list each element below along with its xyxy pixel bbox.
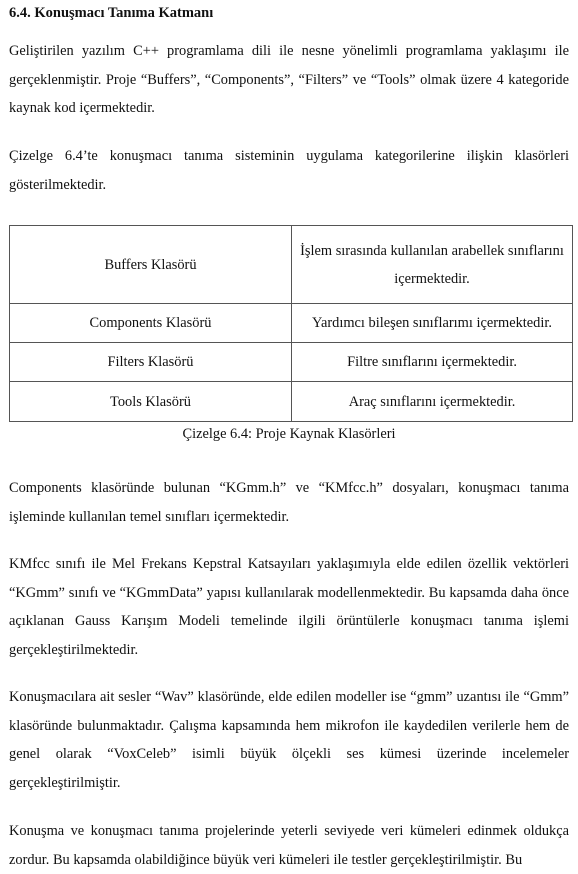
table-caption: Çizelge 6.4: Proje Kaynak Klasörleri — [182, 426, 396, 442]
table-row — [10, 382, 573, 422]
table-row — [10, 304, 573, 343]
table-row — [10, 343, 573, 382]
paragraph-kmfcc: KMfcc sınıfı ile Mel Frekans Kepstral Katsayıları yaklaşımıyla elde edilen özellik vektörleri “KGmm” sınıfı ve “KGmmData” yapısı kullanılarak modellenmektedir. Bu kapsamda daha önce açıklanan Gauss Karışım Modeli temelinde ilgili örüntülerle konuşmacı tanıma işlemi gerçekleştirilmektedir. — [9, 556, 569, 658]
table-cell-description: Yardımcı bileşen sınıflarımı içermektedir. — [292, 304, 573, 343]
table-cell-folder: Components Klasörü — [10, 304, 292, 343]
paragraph-components: Components klasöründe bulunan “KGmm.h” ve “KMfcc.h” dosyaları, konuşmacı tanıma işleminde kullanılan temel sınıfları içermektedir. — [9, 480, 569, 525]
table-cell-folder: Filters Klasörü — [10, 343, 292, 382]
paragraph-intro: Geliştirilen yazılım C++ programlama dili ile nesne yönelimli programlama yaklaşımı ile gerçeklenmiştir. Proje “Buffers”, “Components”, “Filters” ve “Tools” olmak üzere 4 kategoride kaynak kod içermektedir. — [9, 43, 569, 117]
table-cell-description: Filtre sınıflarını içermektedir. — [292, 343, 573, 382]
table-cell-description: Araç sınıflarını içermektedir. — [292, 382, 573, 422]
table-row — [10, 226, 573, 304]
folders-table — [9, 225, 573, 422]
paragraph-speakers: Konuşmacılara ait sesler “Wav” klasöründe, elde edilen modeller ise “gmm” uzantısı ile “Gmm” klasöründe bulunmaktadır. Çalışma kapsamında hem mikrofon ile kaydedilen verilerle hem de genel olarak “VoxCeleb” isimli büyük ölçekli ses kümesi üzerinde incelemeler gerçekleştirilmiştir. — [9, 689, 569, 791]
table-cell-folder: Buffers Klasörü — [10, 226, 292, 304]
section-heading: 6.4. Konuşmacı Tanıma Katmanı — [9, 5, 214, 21]
paragraph-datasets: Konuşma ve konuşmacı tanıma projelerinde yeterli seviyede veri kümeleri edinmek oldukça zordur. Bu kapsamda olabildiğince büyük veri kümeleri ile testler gerçekleştirilmiştir. Bu — [9, 823, 569, 868]
table-cell-description: İşlem sırasında kullanılan arabellek sınıflarını içermektedir. — [292, 226, 573, 304]
table-cell-folder: Tools Klasörü — [10, 382, 292, 422]
paragraph-table-reference: Çizelge 6.4’te konuşmacı tanıma sisteminin uygulama kategorilerine ilişkin klasörleri gösterilmektedir. — [9, 148, 569, 193]
